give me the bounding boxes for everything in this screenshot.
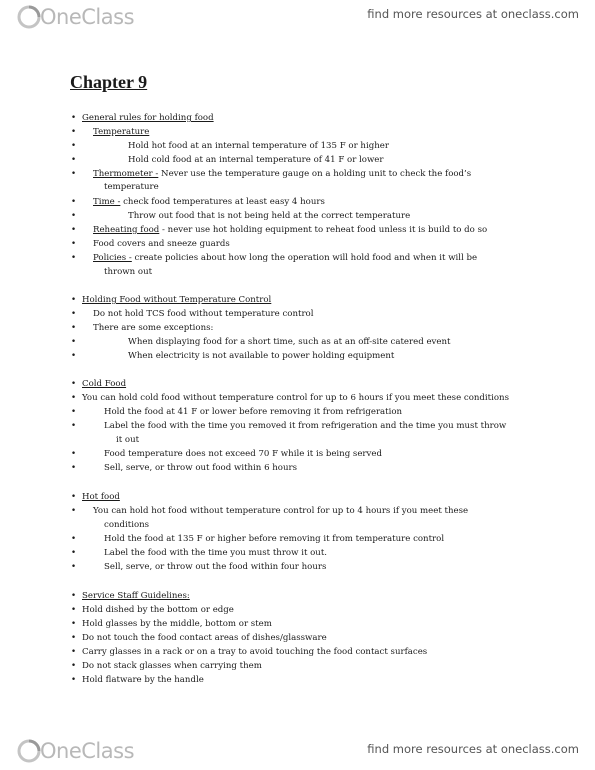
list-item: Carry glasses in a rack or on a tray to avoid touching the food contact surfaces xyxy=(82,647,428,657)
bullet: • xyxy=(71,506,77,516)
oneclass-logo xyxy=(16,4,134,30)
header-tagline[interactable]: find more resources at oneclass.com xyxy=(367,7,579,21)
list-item-continuation: temperature xyxy=(104,182,159,192)
list-item xyxy=(93,254,477,263)
oneclass-footer-logo xyxy=(16,738,134,764)
list-item: There are some exceptions: xyxy=(93,323,214,333)
bullet: • xyxy=(71,141,77,151)
list-item: Label the food with the time you must throw it out. xyxy=(104,548,328,558)
item-label: Thermometer - xyxy=(93,169,159,179)
bullet: • xyxy=(71,197,77,207)
list-item: Throw out food that is not being held at the correct temperature xyxy=(128,211,411,221)
list-item-continuation: thrown out xyxy=(104,267,153,277)
list-item: Hold dished by the bottom or edge xyxy=(82,605,234,615)
page-title: Chapter 9 xyxy=(70,72,148,92)
list-item: Do not touch the food contact areas of dishes/glassware xyxy=(82,633,327,643)
item-label: Reheating food xyxy=(93,225,160,235)
list-item: Hold the food at 41 F or lower before removing it from refrigeration xyxy=(104,407,403,417)
bullet: • xyxy=(71,351,77,361)
bullet: • xyxy=(71,113,77,123)
bullet: • xyxy=(71,155,77,165)
list-item-continuation: it out xyxy=(116,435,140,445)
item-text: - never use hot holding equipment to reheat food unless it is build to do so xyxy=(159,225,488,235)
bullet: • xyxy=(71,239,77,249)
bullet: • xyxy=(71,323,77,333)
bullet: • xyxy=(71,449,77,459)
logo-text: OneClass xyxy=(40,739,135,763)
bullet: • xyxy=(71,393,77,403)
bullet: • xyxy=(71,619,77,629)
bullet: • xyxy=(71,379,77,389)
section-heading: Holding Food without Temperature Control xyxy=(82,295,272,305)
bullet: • xyxy=(71,211,77,221)
list-item: Hold flatware by the handle xyxy=(82,675,204,685)
list-item: Food temperature does not exceed 70 F while it is being served xyxy=(104,449,382,459)
bullet: • xyxy=(71,169,77,179)
bullet: • xyxy=(71,534,77,544)
list-item: When electricity is not available to power holding equipment xyxy=(128,351,395,361)
bullet: • xyxy=(71,407,77,417)
list-item: Hold the food at 135 F or higher before removing it from temperature control xyxy=(104,534,445,544)
section-heading: Service Staff Guidelines: xyxy=(82,591,190,601)
bullet: • xyxy=(71,633,77,643)
list-item: Hold glasses by the middle, bottom or stem xyxy=(82,619,272,629)
list-item: You can hold hot food without temperature control for up to 4 hours if you meet these xyxy=(93,506,469,516)
list-item: When displaying food for a short time, such as at an off-site catered event xyxy=(128,337,451,347)
bullet: • xyxy=(71,591,77,601)
bullet: • xyxy=(71,647,77,657)
list-item-continuation: conditions xyxy=(104,520,150,530)
bullet: • xyxy=(71,548,77,558)
list-item: Hold hot food at an internal temperature of 135 F or higher xyxy=(128,141,389,151)
item-text: Never use the temperature gauge on a holding unit to check the food’s xyxy=(158,169,472,179)
bullet: • xyxy=(71,675,77,685)
list-item: Label the food with the time you removed it from refrigeration and the time you must throw xyxy=(104,421,507,431)
bullet: • xyxy=(71,421,77,431)
list-item xyxy=(93,198,325,207)
item-label: Policies - xyxy=(93,253,132,263)
item-label: Time - xyxy=(93,197,121,207)
bullet: • xyxy=(71,295,77,305)
oneclass-logo-icon xyxy=(16,738,42,764)
list-item: Do not stack glasses when carrying them xyxy=(82,661,262,671)
bullet: • xyxy=(71,253,77,263)
list-item: Do not hold TCS food without temperature control xyxy=(93,309,314,319)
oneclass-logo-icon xyxy=(16,4,42,30)
logo-text: OneClass xyxy=(40,5,135,29)
item-text: check food temperatures at least easy 4 hours xyxy=(120,197,325,207)
bullet: • xyxy=(71,463,77,473)
list-item: You can hold cold food without temperature control for up to 6 hours if you meet these conditions xyxy=(82,393,510,403)
section-heading: Hot food xyxy=(82,492,120,502)
bullet: • xyxy=(71,127,77,137)
bullet: • xyxy=(71,661,77,671)
bullet: • xyxy=(71,492,77,502)
bullet: • xyxy=(71,605,77,615)
bullet: • xyxy=(71,337,77,347)
footer-tagline[interactable]: find more resources at oneclass.com xyxy=(367,742,579,756)
section-heading: Cold Food xyxy=(82,379,127,389)
item-text: create policies about how long the operation will hold food and when it will be xyxy=(131,253,478,263)
list-item xyxy=(93,226,487,235)
section-heading: General rules for holding food xyxy=(82,113,214,123)
bullet: • xyxy=(71,225,77,235)
bullet: • xyxy=(71,562,77,572)
list-item: Temperature xyxy=(93,127,150,137)
bullet: • xyxy=(71,309,77,319)
list-item xyxy=(93,170,471,179)
list-item: Sell, serve, or throw out food within 6 hours xyxy=(104,463,298,473)
list-item: Hold cold food at an internal temperature of 41 F or lower xyxy=(128,155,384,165)
list-item: Food covers and sneeze guards xyxy=(93,239,230,249)
list-item: Sell, serve, or throw out the food within four hours xyxy=(104,562,327,572)
